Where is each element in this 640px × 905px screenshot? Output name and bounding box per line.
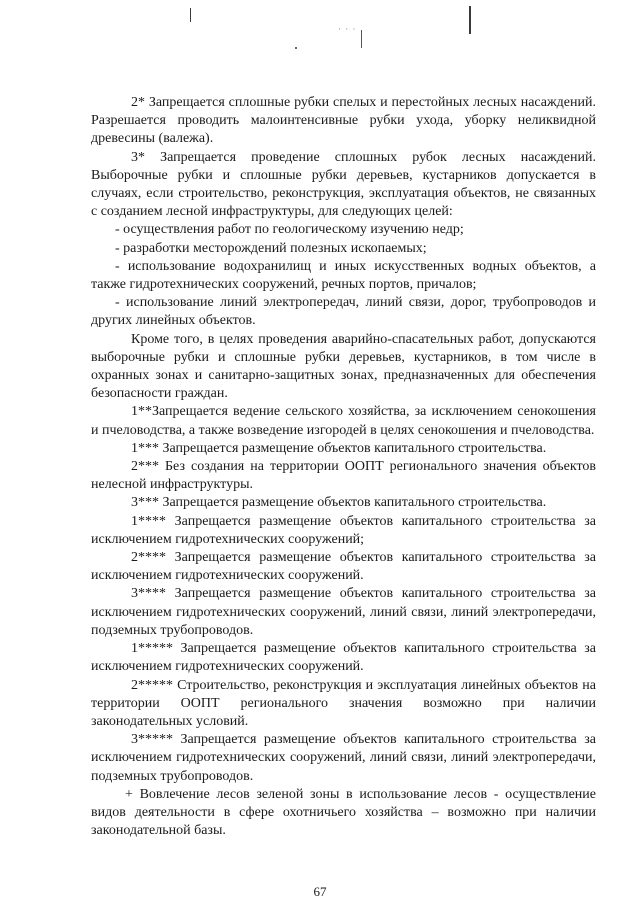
scan-mark-left: [190, 8, 191, 22]
paragraph-3-4star: 3**** Запрещается размещение объектов капитального строительства за исключением гидротехнических сооружений, линий связи, линий электропередачи, подземных трубопроводов.: [91, 586, 596, 638]
scan-speck: [295, 47, 297, 49]
page-number: 67: [313, 884, 327, 899]
paragraph-3-3star: 3*** Запрещается размещение объектов капитального строительства.: [131, 495, 547, 511]
paragraph-plus: + Вовлечение лесов зеленой зоны в использование лесов - осуществление видов деятельности в сфере охотничьего хозяйства – возможно при наличии законодательной базы.: [91, 786, 596, 839]
list-item-power-lines: - использование линий электропередач, линий связи, дорог, трубопроводов и других линейных объектов.: [91, 295, 596, 329]
list-item-geology: - осуществления работ по геологическому изучению недр;: [115, 222, 464, 238]
scan-mark-right: [469, 6, 471, 34]
document-body: [91, 94, 596, 840]
paragraph-2-3star: 2*** Без создания на территории ООПТ регионального значения объектов нелесной инфраструктуры.: [91, 459, 596, 493]
list-item-reservoirs: - использование водохранилищ и иных искусственных водных объектов, а также гидротехнических сооружений, речных портов, причалов;: [91, 258, 596, 293]
paragraph-3-star: 3* Запрещается проведение сплошных рубок лесных насаждений. Выборочные рубки и сплошные рубки деревьев, кустарников допускается в случаях, если строительство, реконструкция, эксплуатация объектов, не связанных с созданием лесной инфраструктуры, для следующих целей:: [91, 149, 596, 220]
paragraph-2-4star: 2**** Запрещается размещение объектов капитального строительства за исключением гидротехнических сооружений.: [91, 550, 596, 584]
list-item-mining: - разработки месторождений полезных ископаемых;: [115, 240, 427, 256]
paragraph-2-5star: 2***** Строительство, реконструкция и эксплуатация линейных объектов на территории ООПТ регионального значения возможно при наличии законодательных условий.: [91, 677, 596, 729]
paragraph-1-5star: 1***** Запрещается размещение объектов капитального строительства за исключением гидротехнических сооружений.: [91, 641, 596, 675]
paragraph-emergency: Кроме того, в целях проведения аварийно-спасательных работ, допускаются выборочные рубки и сплошные рубки деревьев, кустарников, в том числе в охранных зонах и санитарно-защитных зонах, предназначенных для обеспечения безопасности граждан.: [91, 331, 596, 402]
scan-mark-center: [361, 30, 362, 48]
paragraph-3-5star: 3***** Запрещается размещение объектов капитального строительства за исключением гидротехнических сооружений, линий связи, линий электропередачи, подземных трубопроводов.: [91, 732, 596, 784]
paragraph-1-2star: 1**Запрещается ведение сельского хозяйства, за исключением сенокошения и пчеловодства, а также возведение изгородей в целях сенокошения и пчеловодства.: [91, 404, 596, 438]
scan-dots: · · ·: [338, 24, 357, 34]
paragraph-1-4star: 1**** Запрещается размещение объектов капитального строительства за исключением гидротехнических сооружений;: [91, 513, 596, 547]
paragraph-1-3star: 1*** Запрещается размещение объектов капитального строительства.: [131, 440, 547, 456]
paragraph-2-star: 2* Запрещается сплошные рубки спелых и перестойных лесных насаждений. Разрешается проводить малоинтенсивные рубки ухода, уборку неликвидной древесины (валежа).: [91, 95, 596, 147]
